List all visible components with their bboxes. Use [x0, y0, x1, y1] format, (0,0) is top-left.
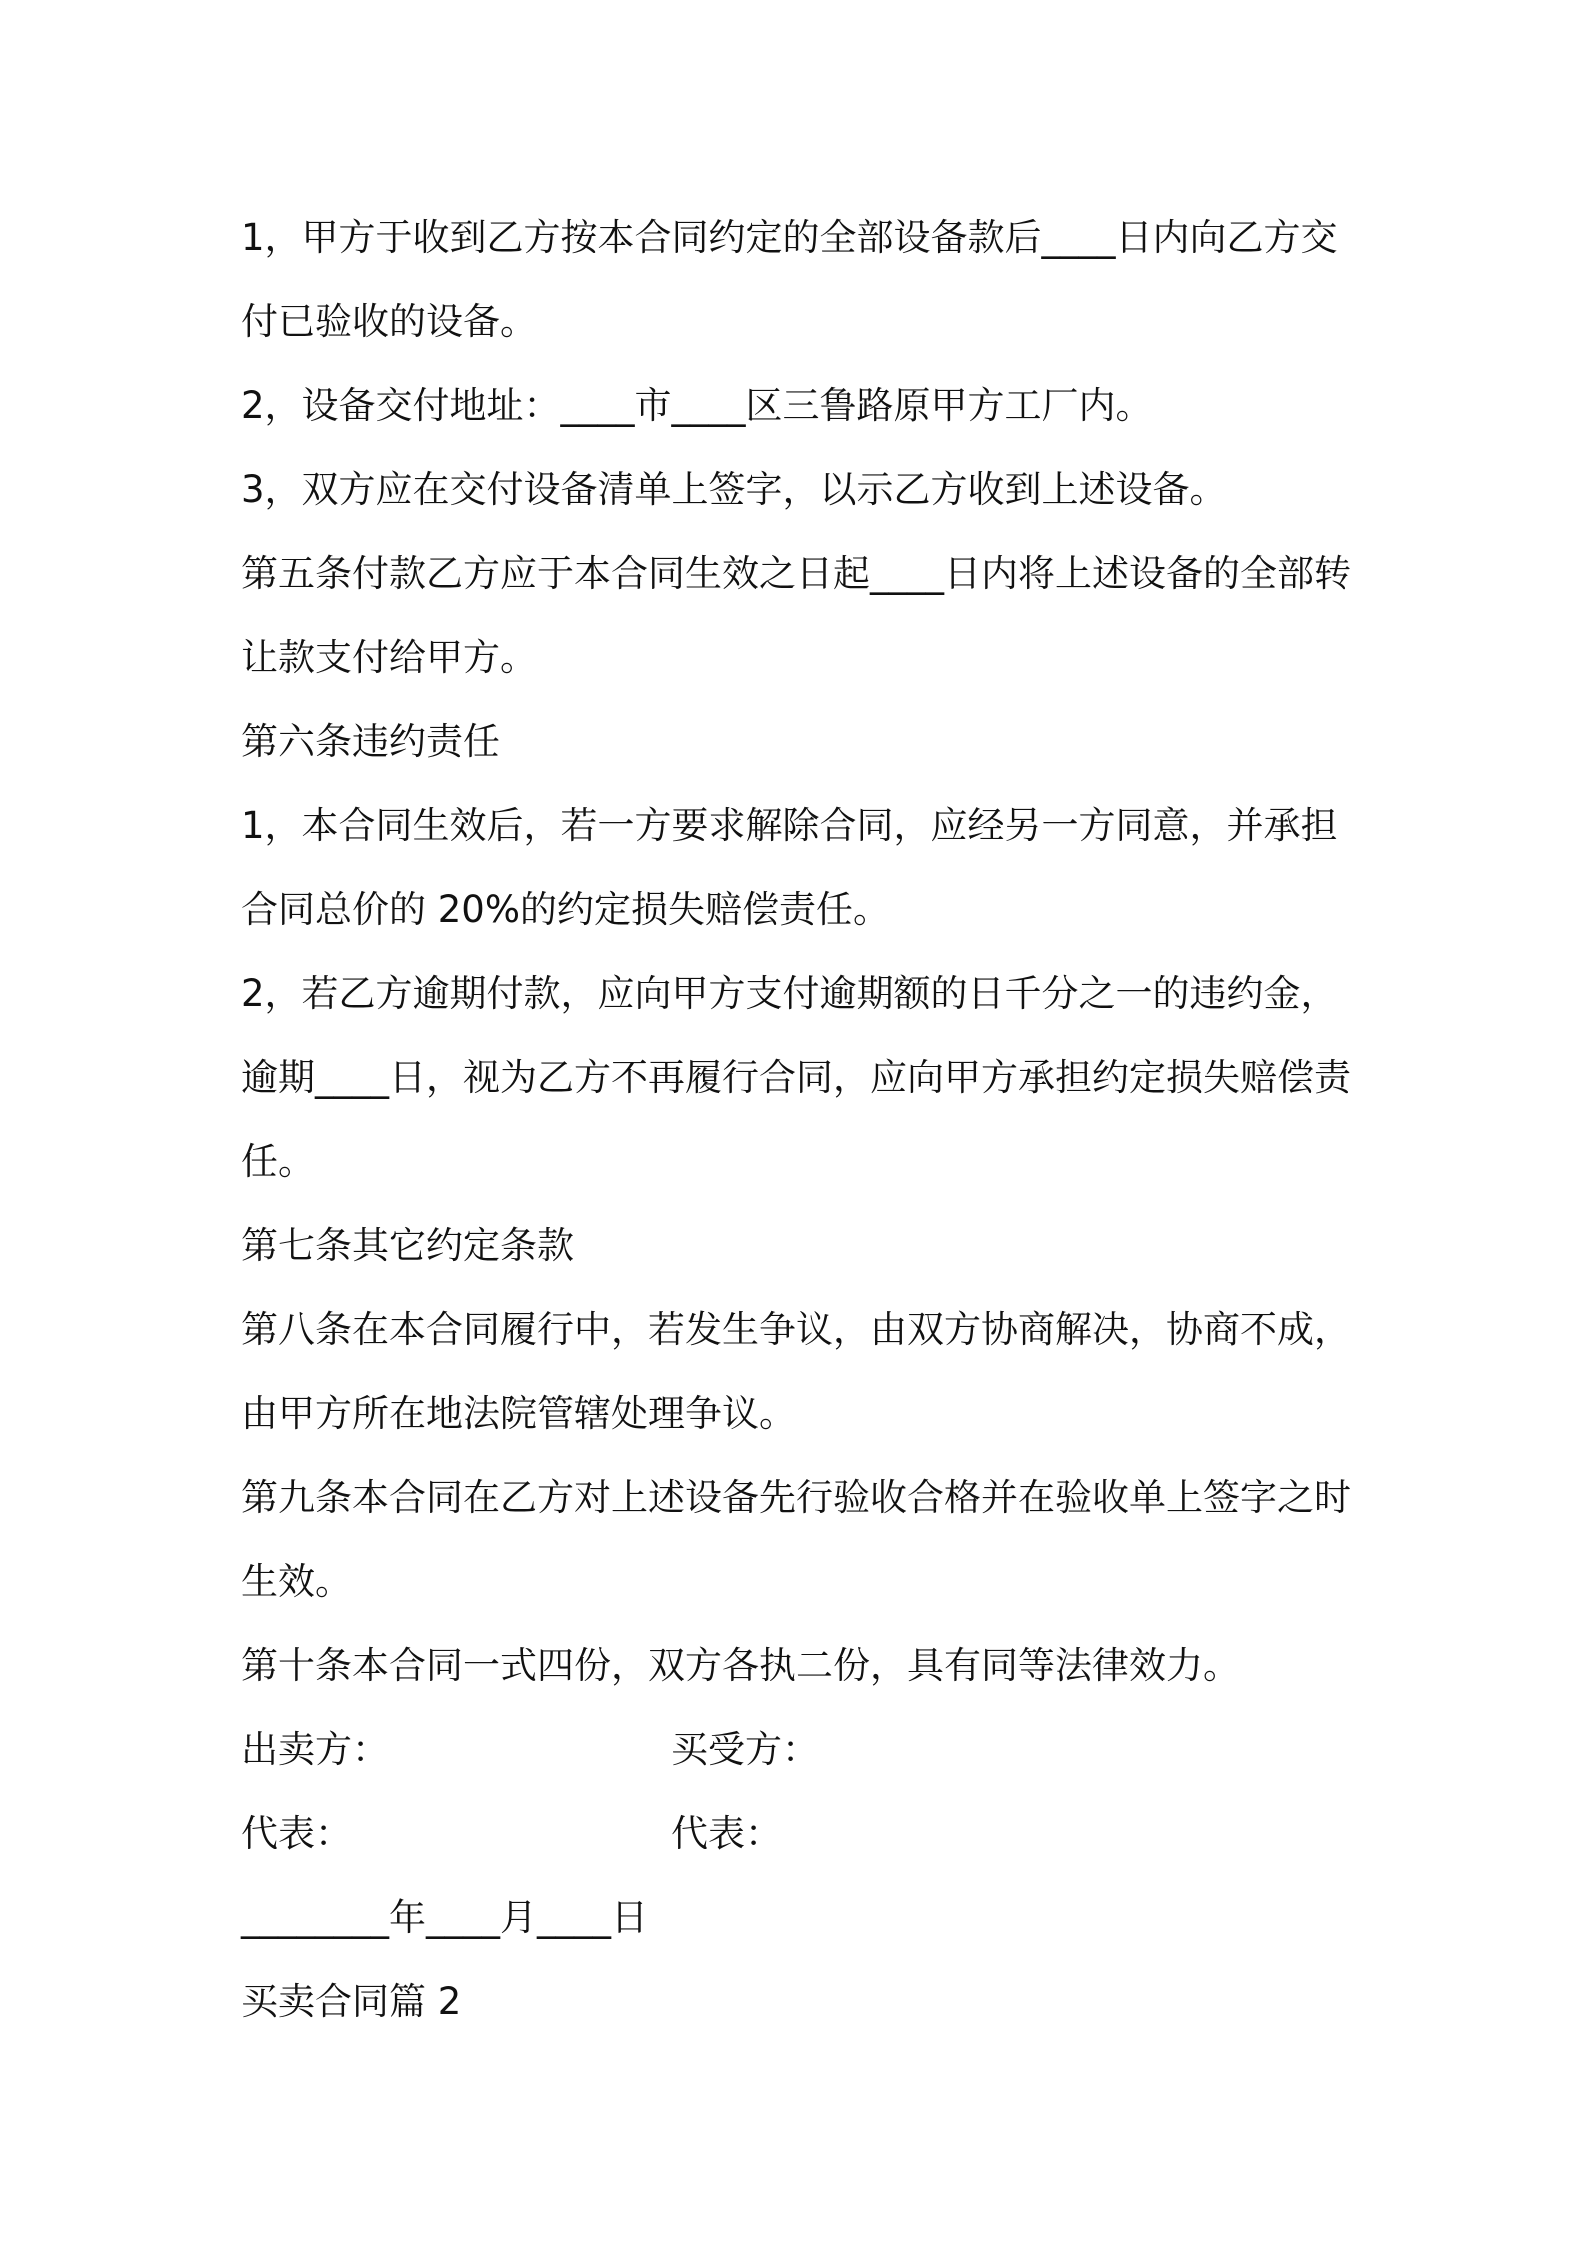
- signature-party-row: [241, 1708, 1361, 1792]
- paragraph-article-10-copies: 第十条本合同一式四份，双方各执二份，具有同等法律效力。: [241, 1644, 1240, 1687]
- seller-representative-label: 代表：: [241, 1812, 352, 1855]
- paragraph-delivery-3: 3，双方应在交付设备清单上签字，以示乙方收到上述设备。: [241, 468, 1227, 511]
- buyer-label: 买受方：: [671, 1728, 819, 1771]
- paragraph-liability-2: 2，若乙方逾期付款，应向甲方支付逾期额的日千分之一的违约金，逾期____日，视为乙方不再履行合同，应向甲方承担约定损失赔偿责任。: [241, 972, 1351, 1183]
- buyer-representative-label: 代表：: [671, 1812, 782, 1855]
- heading-article-6-liability: 第六条违约责任: [241, 720, 500, 763]
- paragraph-article-5-payment: 第五条付款乙方应于本合同生效之日起____日内将上述设备的全部转让款支付给甲方。: [241, 552, 1351, 679]
- next-section-title: 买卖合同篇 2: [241, 1980, 462, 2023]
- paragraph-liability-1: 1，本合同生效后，若一方要求解除合同，应经另一方同意，并承担合同总价的 20%的约定损失赔偿责任。: [241, 804, 1338, 931]
- document-body: [241, 196, 1361, 2044]
- paragraph-delivery-1: 1，甲方于收到乙方按本合同约定的全部设备款后____日内向乙方交付已验收的设备。: [241, 216, 1338, 343]
- paragraph-delivery-2: 2，设备交付地址：____市____区三鲁路原甲方工厂内。: [241, 384, 1153, 427]
- date-line: ________年____月____日: [241, 1896, 648, 1939]
- seller-label: 出卖方：: [241, 1728, 389, 1771]
- paragraph-article-9-effective: 第九条本合同在乙方对上述设备先行验收合格并在验收单上签字之时生效。: [241, 1476, 1351, 1603]
- paragraph-article-8-disputes: 第八条在本合同履行中，若发生争议，由双方协商解决，协商不成，由甲方所在地法院管辖处理争议。: [241, 1308, 1351, 1435]
- heading-article-7-other-terms: 第七条其它约定条款: [241, 1224, 574, 1267]
- signature-representative-row: [241, 1792, 1361, 1876]
